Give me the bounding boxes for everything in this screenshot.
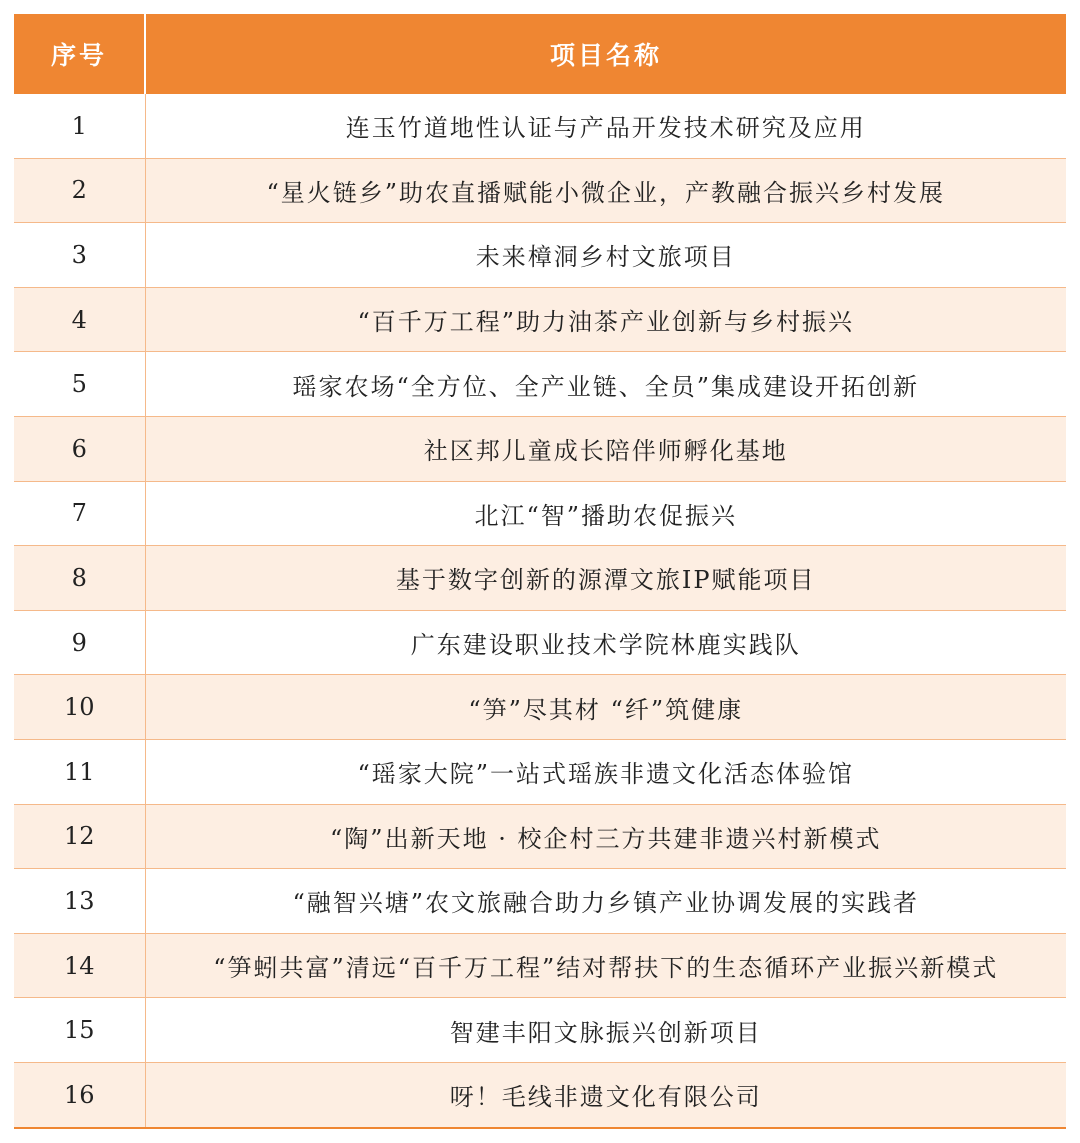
row-number: 2 (14, 158, 145, 223)
row-number: 16 (14, 1062, 145, 1127)
header-row (14, 14, 1066, 94)
table-row (14, 94, 1066, 158)
project-name: “百千万工程”助力油茶产业创新与乡村振兴 (145, 287, 1066, 352)
row-number: 10 (14, 675, 145, 740)
row-number: 15 (14, 998, 145, 1063)
project-name: 瑶家农场“全方位、全产业链、全员”集成建设开拓创新 (145, 352, 1066, 417)
table-row (14, 610, 1066, 675)
project-name: “星火链乡”助农直播赋能小微企业，产教融合振兴乡村发展 (145, 158, 1066, 223)
table-row (14, 287, 1066, 352)
project-name: 社区邦儿童成长陪伴师孵化基地 (145, 416, 1066, 481)
row-number: 4 (14, 287, 145, 352)
project-name: “融智兴塘”农文旅融合助力乡镇产业协调发展的实践者 (145, 869, 1066, 934)
table-row (14, 933, 1066, 998)
table-row (14, 416, 1066, 481)
project-name: 北江“智”播助农促振兴 (145, 481, 1066, 546)
table-row (14, 158, 1066, 223)
row-number: 14 (14, 933, 145, 998)
project-name: “笋蚓共富”清远“百千万工程”结对帮扶下的生态循环产业振兴新模式 (145, 933, 1066, 998)
table-row (14, 998, 1066, 1063)
table-row (14, 352, 1066, 417)
row-number: 9 (14, 610, 145, 675)
row-number: 7 (14, 481, 145, 546)
table-row (14, 481, 1066, 546)
project-name: “瑶家大院”一站式瑶族非遗文化活态体验馆 (145, 739, 1066, 804)
table-body (14, 94, 1066, 1128)
project-name: 广东建设职业技术学院林鹿实践队 (145, 610, 1066, 675)
project-name: 未来樟洞乡村文旅项目 (145, 223, 1066, 288)
project-name: 智建丰阳文脉振兴创新项目 (145, 998, 1066, 1063)
table-row (14, 1062, 1066, 1127)
table-row (14, 546, 1066, 611)
row-number: 5 (14, 352, 145, 417)
project-name: 呀！毛线非遗文化有限公司 (145, 1062, 1066, 1127)
table-row (14, 675, 1066, 740)
project-name: “陶”出新天地 · 校企村三方共建非遗兴村新模式 (145, 804, 1066, 869)
row-number: 6 (14, 416, 145, 481)
row-number: 1 (14, 94, 145, 158)
project-table (14, 14, 1066, 1129)
table-row (14, 223, 1066, 288)
column-header-name: 项目名称 (145, 14, 1066, 94)
row-number: 8 (14, 546, 145, 611)
project-name: “笋”尽其材 “纤”筑健康 (145, 675, 1066, 740)
project-name: 连玉竹道地性认证与产品开发技术研究及应用 (145, 94, 1066, 158)
row-number: 13 (14, 869, 145, 934)
project-name: 基于数字创新的源潭文旅IP赋能项目 (145, 546, 1066, 611)
column-header-number: 序号 (14, 14, 145, 94)
table-header (14, 14, 1066, 94)
project-table-container (14, 14, 1066, 1129)
row-number: 12 (14, 804, 145, 869)
table-row (14, 804, 1066, 869)
row-number: 11 (14, 739, 145, 804)
row-number: 3 (14, 223, 145, 288)
table-row (14, 869, 1066, 934)
table-row (14, 739, 1066, 804)
